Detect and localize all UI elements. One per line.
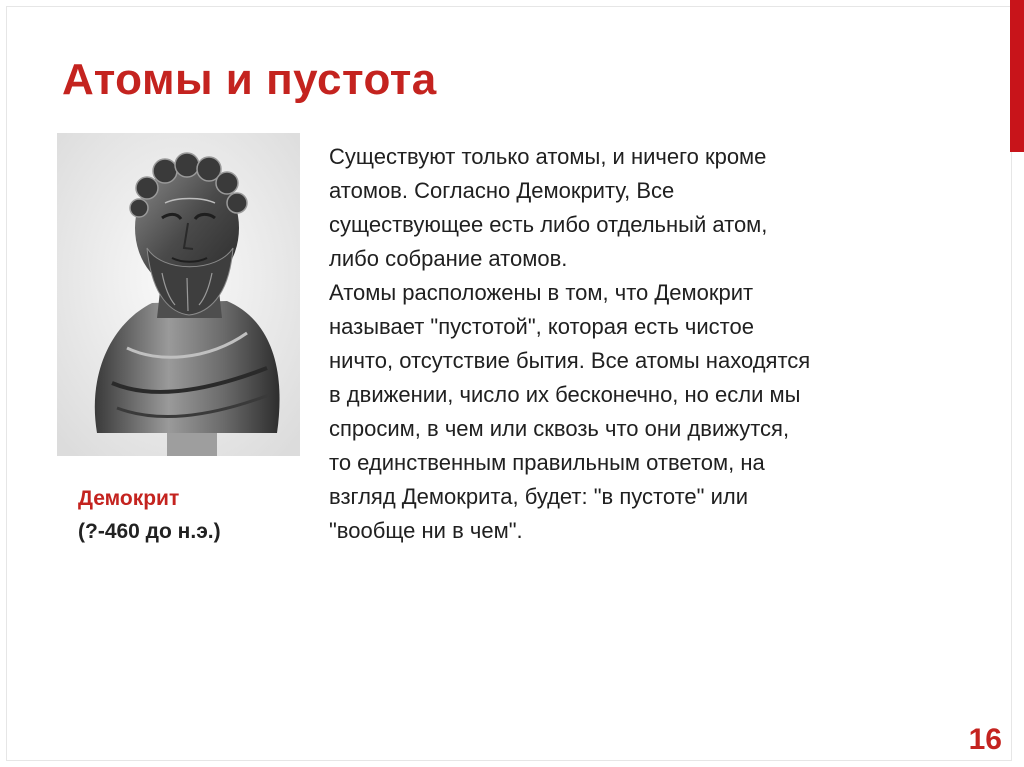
text-line: "вообще ни в чем". [329,518,523,543]
text-line: атомов. Согласно Демокриту, Все [329,178,675,203]
accent-bar [1010,0,1024,152]
page-number: 16 [968,723,1002,756]
bust-illustration [57,133,300,456]
text-line: в движении, число их бесконечно, но если мы [329,382,801,407]
caption-dates: (?-460 до н.э.) [78,520,221,543]
text-line: то единственным правильным ответом, на [329,450,765,475]
text-line: взгляд Демокрита, будет: "в пустоте" или [329,484,748,509]
portrait-caption [78,482,221,548]
text-line: называет "пустотой", которая есть чистое [329,314,754,339]
text-line: ничто, отсутствие бытия. Все атомы находятся [329,348,811,373]
slide-title: Атомы и пустота [62,55,437,104]
caption-name: Демокрит [78,487,180,510]
text-line: Атомы расположены в том, что Демокрит [329,280,754,305]
paragraph-1 [329,140,969,276]
body-text [329,140,969,548]
democritus-bust-image [57,133,300,456]
text-line: Существуют только атомы, и ничего кроме [329,144,767,169]
paragraph-2 [329,276,969,548]
text-line: спросим, в чем или сквозь что они движутся, [329,416,790,441]
text-line: существующее есть либо отдельный атом, [329,212,768,237]
text-line: либо собрание атомов. [329,246,568,271]
